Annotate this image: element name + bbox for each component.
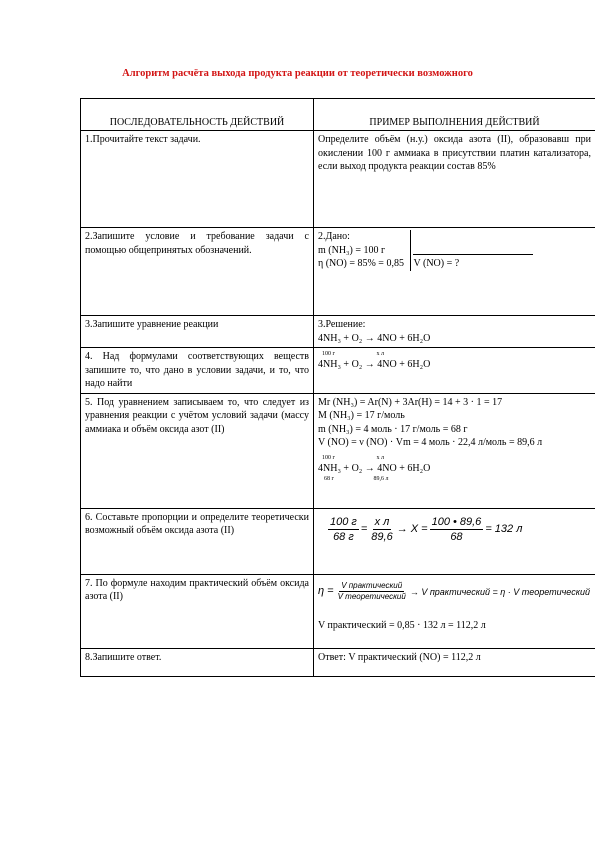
find-value: V (NO) = ?: [413, 258, 460, 269]
step-1-text: 1.Прочитайте текст задачи.: [85, 134, 201, 145]
table-row: [81, 574, 595, 648]
table-row: [81, 131, 595, 228]
reaction-equation: 4NH₃ + O₂ → 4NO + 6H₂O: [318, 359, 431, 371]
equation-annotation-top: [318, 454, 591, 462]
yield-fraction: $\frac{\text{V практический}}{\text{V теоретический}}$: [337, 580, 406, 602]
step-6-text: 6. Составьте пропорции и определите теоретически возможный объём оксида азота (II): [85, 511, 309, 536]
example-4: [314, 348, 595, 394]
example-3: [314, 316, 595, 348]
step-4-text: 4. Над формулами соответствующих веществ запишите то, что дано в условии задачи, и то, что надо найти: [85, 351, 309, 389]
step-7-text: 7. По формуле находим практический объём оксида азота (II): [85, 577, 309, 602]
example-8: [314, 648, 595, 676]
given-mass: m (NH₃) = 100 г: [318, 244, 386, 256]
reaction-equation: 4NH₃ + O₂ → 4NO + 6H₂O: [318, 332, 431, 344]
step-5-text: 5. Под уравнением записываем то, что следует из уравнения реакции с учётом условий задачи (массу аммиака и объём оксида азот (II): [85, 396, 309, 435]
table-row: [81, 228, 595, 316]
step-1: [81, 131, 314, 228]
theoretical-volume: = 132 л: [485, 523, 523, 536]
example-1: [314, 131, 595, 228]
fraction-mass: $\frac{100 г}{68 г}$: [330, 515, 357, 544]
ann-volume-896: 89,6 л: [373, 476, 389, 483]
reaction-equation: 4NH₃ + O₂ → 4NO + 6H₂O: [318, 462, 431, 474]
solution-title: 3.Решение:: [318, 319, 366, 330]
header-sequence: ПОСЛЕДОВАТЕЛЬНОСТЬ ДЕЙСТВИЙ: [81, 99, 314, 131]
step-4: [81, 348, 314, 394]
table-row: [81, 316, 595, 348]
calc-mr: Mr (NH₃) = Ar(N) + 3Ar(H) = 14 + 3 · 1 = 17: [318, 396, 503, 408]
example-5: [314, 393, 595, 508]
yield-formula: η = $\frac{\text{V практический}}{\text{V теоретический}}$ → V практический = η · V теоретический: [318, 580, 590, 602]
ann-mass: 100 г: [322, 454, 335, 461]
given-block: [318, 230, 411, 271]
given-title: 2.Дано:: [318, 231, 350, 242]
algorithm-table: [80, 98, 595, 677]
step-6: [81, 508, 314, 574]
proportion-formula: $\frac{100 г}{68 г}$ = $\frac{\text{x л}}{89,6}$ → X = $\frac{100 • 89,6}{68}$ = 132 л: [330, 515, 523, 544]
calc-mass: m (NH₃) = 4 моль · 17 г/моль = 68 г: [318, 423, 468, 435]
answer-text: Ответ: V практический (NO) = 112,2 л: [318, 651, 481, 663]
table-row: [81, 393, 595, 508]
step-3-text: 3.Запишите уравнение реакции: [85, 319, 219, 330]
step-8: [81, 648, 314, 676]
step-8-text: 8.Запишите ответ.: [85, 651, 162, 663]
ann-mass: 100 г: [322, 351, 335, 357]
problem-text: Определите объём (н.у.) оксида азота (II), образовавш при окислении 100 г аммиака в присутствии платин катализатора, если выход продукта реакции состав 85%: [318, 134, 591, 172]
equation-annotation-bottom: [318, 475, 591, 483]
practical-volume-calc: V практический = 0,85 · 132 л = 112,2 л: [318, 620, 486, 632]
fraction-volume: $\frac{\text{x л}}{89,6}$: [371, 515, 393, 544]
step-5: [81, 393, 314, 508]
ann-volume: x л: [376, 351, 384, 357]
step-3: [81, 316, 314, 348]
table-row: [81, 648, 595, 676]
table-row: [81, 508, 595, 574]
example-6: [314, 508, 595, 574]
header-example: ПРИМЕР ВЫПОЛНЕНИЯ ДЕЙСТВИЙ: [314, 99, 595, 131]
step-2-text: 2.Запишите условие и требование задачи с помощью общепринятых обозначений.: [85, 231, 309, 256]
calc-volume: V (NO) = ν (NO) · Vm = 4 моль · 22,4 л/моль = 89,6 л: [318, 437, 543, 448]
ann-volume: x л: [376, 454, 384, 461]
example-2: [314, 228, 595, 316]
page-title: Алгоритм расчёта выхода продукта реакции от теоретически возможного: [122, 68, 473, 79]
example-7: [314, 574, 595, 648]
calc-m: M (NH₃) = 17 г/моль: [318, 410, 405, 421]
ann-mass-68: 68 г: [324, 476, 334, 483]
fraction-result: $\frac{100 • 89,6}{68}$: [431, 515, 482, 544]
step-2: [81, 228, 314, 316]
given-yield: η (NO) = 85% = 0,85: [318, 258, 404, 269]
find-block: [413, 254, 533, 271]
step-7: [81, 574, 314, 648]
table-header-row: [81, 99, 595, 131]
equation-annotation-top: [318, 350, 591, 358]
table-row: [81, 348, 595, 394]
